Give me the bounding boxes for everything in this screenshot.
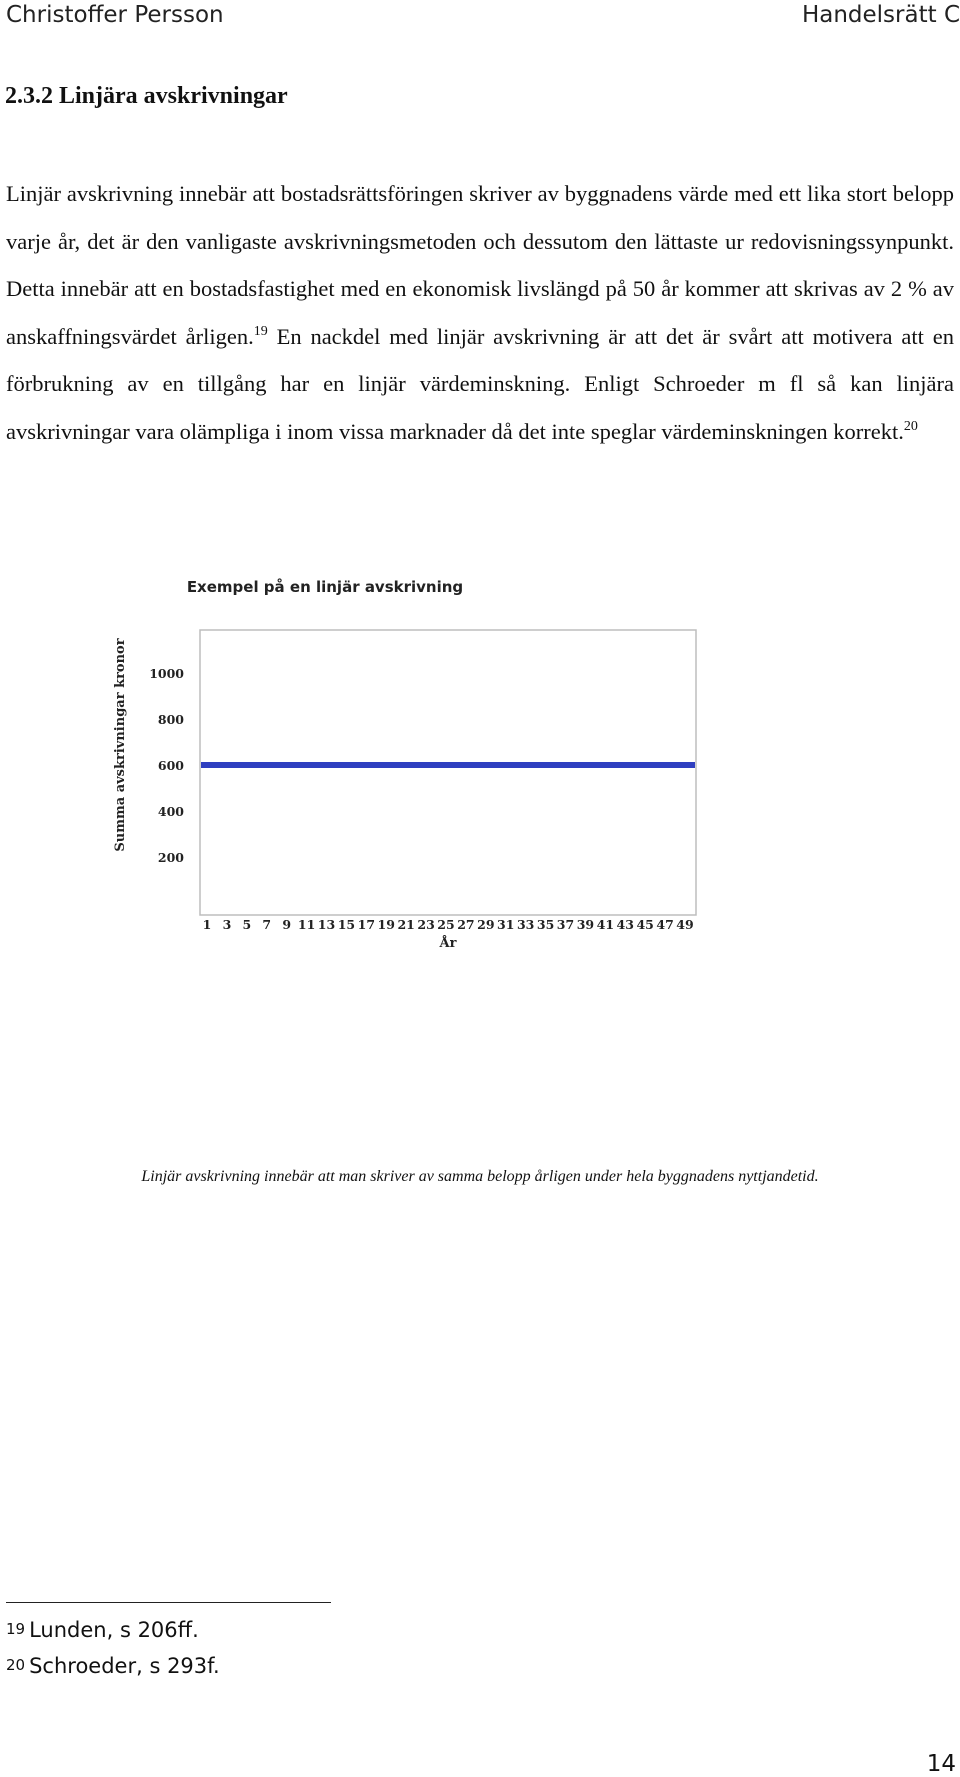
x-tick-label: 33: [516, 917, 535, 932]
x-tick-label: 15: [337, 917, 356, 932]
x-tick-label: 45: [636, 917, 654, 932]
x-tick-label: 29: [477, 917, 495, 932]
x-tick-label: 47: [656, 917, 674, 932]
page-number: 14: [926, 1751, 956, 1777]
depreciation-chart: [100, 578, 820, 1075]
footnote-divider: [6, 1602, 331, 1603]
x-tick-label: 49: [676, 917, 694, 932]
y-tick-label: 600: [157, 758, 184, 773]
x-tick-label: 41: [596, 917, 615, 932]
footnote-text: Lunden, s 206ff.: [29, 1618, 199, 1642]
x-tick-label: 5: [242, 917, 252, 932]
x-tick-label: 3: [222, 917, 232, 932]
y-tick-label: 400: [157, 804, 184, 819]
plot-area: [200, 630, 696, 915]
x-tick-label: 7: [262, 917, 272, 932]
x-tick-label: 13: [317, 917, 336, 932]
x-tick-label: 19: [377, 917, 395, 932]
x-tick-label: 35: [536, 917, 555, 932]
body-paragraph: [6, 170, 954, 455]
footnote-20: [6, 1648, 220, 1684]
section-heading: 2.3.2 Linjära avskrivningar: [5, 83, 288, 109]
y-axis-label: Summa avskrivningar kronor: [113, 638, 128, 852]
x-tick-label: 9: [282, 917, 292, 932]
footnote-text: Schroeder, s 293f.: [29, 1654, 220, 1678]
footnote-ref-19[interactable]: 19: [253, 323, 268, 339]
x-tick-label: 43: [616, 917, 634, 932]
x-axis-label: År: [439, 936, 457, 951]
x-tick-label: 23: [417, 917, 435, 932]
x-tick-label: 37: [556, 917, 575, 932]
figure-caption: Linjär avskrivning innebär att man skriver av samma belopp årligen under hela byggnadens nyttjandetid.: [141, 1168, 819, 1185]
x-tick-label: 11: [297, 917, 316, 932]
x-tick-label: 21: [397, 917, 415, 932]
x-tick-label: 1: [202, 917, 212, 932]
header-author: Christoffer Persson: [6, 2, 224, 28]
footnote-19: [6, 1612, 220, 1648]
chart-svg: [100, 578, 820, 1075]
footnote-number: 20: [6, 1656, 26, 1674]
y-tick-label: 800: [157, 712, 184, 727]
x-tick-label: 25: [437, 917, 455, 932]
footnotes: [6, 1612, 220, 1684]
paragraph-text-1: Linjär avskrivning innebär att bostadsrättsföringen skriver av byggnadens värde med ett lika stort belopp varje år, det är den vanligaste avskrivningsmetoden och dessutom den lättaste ur redovisningssynpunkt. Detta innebär att en bostadsfastighet med en ekonomisk livslängd på 50 år kommer att skrivas av 2 % av anskaffningsvärdet årligen.: [6, 181, 954, 349]
header-course: Handelsrätt C: [801, 2, 960, 28]
y-tick-label: 1000: [149, 666, 184, 681]
x-tick-label: 31: [497, 917, 515, 932]
footnote-number: 19: [6, 1620, 26, 1638]
y-tick-label: 200: [157, 850, 184, 865]
x-tick-label: 17: [357, 917, 376, 932]
paragraph-text-2: En nackdel med linjär avskrivning är att det är svårt att motivera att en förbrukning av en tillgång har en linjär värdeminskning. Enligt Schroeder m fl så kan linjära avskrivningar vara olämpliga i inom vissa marknader då det inte speglar värdeminskningen korrekt.: [6, 323, 954, 444]
chart-title: Exempel på en linjär avskrivning: [186, 578, 464, 596]
footnote-ref-20[interactable]: 20: [903, 418, 918, 434]
x-tick-label: 27: [457, 917, 475, 932]
x-tick-label: 39: [576, 917, 595, 932]
